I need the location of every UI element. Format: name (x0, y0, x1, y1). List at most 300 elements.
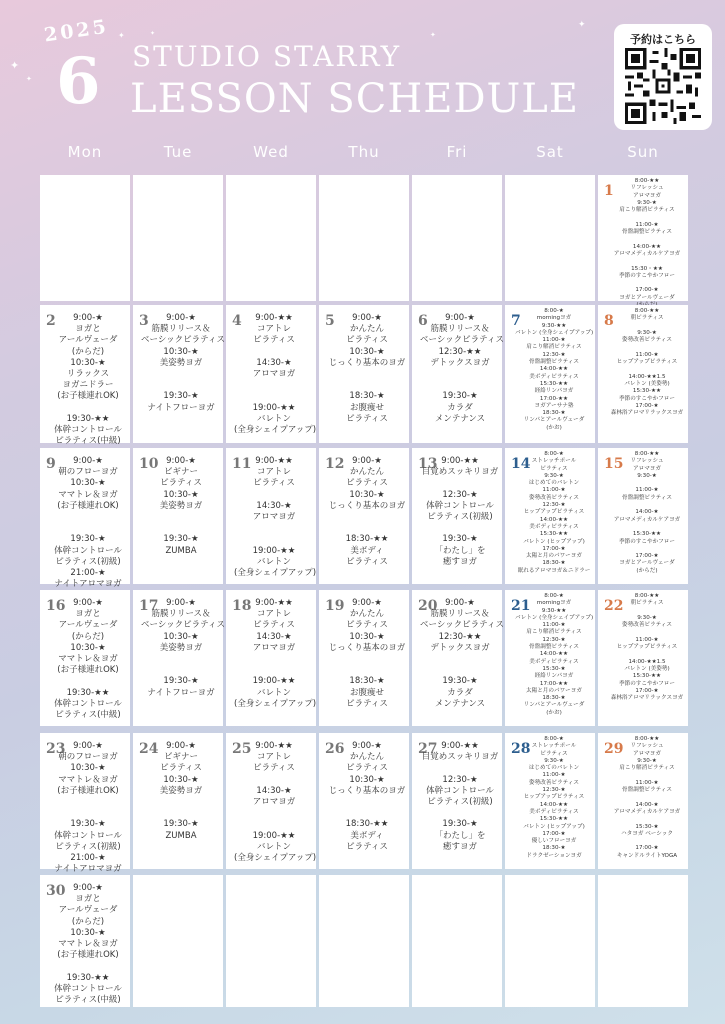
lesson-line: 9:30-★ (637, 472, 657, 479)
schedule-title: LESSON SCHEDULE (130, 76, 580, 122)
lesson-list (608, 736, 686, 860)
lesson-line: ピラティス(中級) (55, 710, 121, 721)
lesson-line: 12:30-★ (542, 787, 566, 794)
day-cell[interactable] (598, 305, 688, 443)
day-cell[interactable] (412, 733, 502, 869)
sparkle-icon: ✦ (578, 20, 586, 30)
lesson-line: 9:00-★★ (441, 741, 479, 751)
lesson-line: ピラティス (540, 465, 568, 472)
lesson-list (608, 593, 686, 702)
lesson-line: 19:30-★ (163, 676, 199, 687)
lesson-list (420, 741, 500, 853)
lesson-line: 9:00-★ (445, 598, 475, 608)
lesson-line: 9:00-★ (166, 313, 196, 323)
lesson-list (234, 741, 317, 864)
lesson-line: アロマヨガ (252, 797, 296, 808)
lesson-line: 14:00-★★1.5 (628, 658, 666, 665)
lesson-line: ストレッチポール (531, 458, 577, 465)
lesson-line: 15:30-★★ (632, 673, 662, 680)
day-cell[interactable] (505, 305, 595, 443)
lesson-line: ピラティス (346, 841, 388, 852)
day-number: 4 (232, 313, 242, 329)
day-cell[interactable] (133, 305, 223, 443)
lesson-list (515, 451, 593, 575)
lesson-line: 15:30-★★ (539, 380, 569, 387)
lesson-line (327, 369, 407, 380)
lesson-line: ピラティス (346, 556, 388, 567)
day-cell[interactable] (226, 733, 316, 869)
lesson-line (608, 344, 686, 351)
lesson-line: 9:30-★ (637, 757, 657, 764)
lesson-line: 季節のすこやかフロー (619, 272, 675, 279)
lesson-line: ピラティス(中級) (55, 995, 121, 1006)
lesson-line (608, 258, 686, 265)
lesson-line: 14:00-★ (635, 509, 659, 516)
day-number: 13 (418, 456, 438, 472)
weekday-3: Wed (253, 143, 289, 161)
lesson-line (141, 665, 221, 676)
lesson-line: 姿勢改善ピラティス (529, 779, 579, 786)
lesson-line: 12:30-★ (442, 774, 478, 785)
lesson-line: 15:30-★★ (539, 531, 569, 538)
lesson-line: 骨盤調整ピラティス (529, 359, 579, 366)
lesson-line: 9:30-★ (637, 614, 657, 621)
lesson-line (234, 775, 314, 786)
lesson-line (234, 534, 314, 545)
lesson-line: 19:30-★ (70, 819, 106, 830)
lesson-line: 12:30-★ (442, 489, 478, 500)
lesson-list (234, 598, 317, 710)
day-cell[interactable] (319, 733, 409, 869)
lesson-line: 美ボディ (350, 545, 384, 556)
lesson-line: 9:30-★★ (541, 607, 567, 614)
lesson-line: 9:00-★ (73, 741, 103, 751)
lesson-list (327, 741, 407, 853)
lesson-line: (お子様連れOK) (57, 500, 119, 511)
lesson-line: じっくり基本のヨガ (328, 642, 406, 653)
lesson-line: 肩こり解消ピラティス (619, 207, 675, 214)
lesson-line: 10:30-★ (70, 642, 106, 653)
lesson-line: 14:30-★ (256, 631, 292, 642)
lesson-line: 眠れるアロマヨガ＆ニドラー (517, 567, 591, 574)
lesson-line: 10:30-★ (70, 927, 106, 938)
lesson-line: 12:30-★ (542, 502, 566, 509)
lesson-line: 9:00-★ (73, 883, 103, 893)
lesson-line: 19:30-★★ (66, 413, 110, 424)
lesson-line: アロマヨガ (633, 192, 661, 199)
lesson-line: コアトレ (256, 609, 291, 620)
lesson-line: 19:30-★ (442, 676, 478, 687)
lesson-line: 森林浴アロマリラックスヨガ (610, 695, 684, 702)
lesson-line: 骨盤調整ピラティス (622, 494, 672, 501)
lesson-line: かんたん (349, 324, 384, 335)
weekday-5: Fri (446, 143, 468, 161)
lesson-line: 美ボディピラティス (529, 808, 579, 815)
lesson-line: 10:30-★ (163, 774, 199, 785)
lesson-line: 朝ピラティス (630, 315, 664, 322)
lesson-line: じっくり基本のヨガ (328, 357, 406, 368)
lesson-line: 9:00-★ (166, 741, 196, 751)
day-cell[interactable] (505, 590, 595, 726)
day-cell[interactable] (505, 448, 595, 584)
lesson-line: 19:30-★ (442, 534, 478, 545)
lesson-line: 8:00-★ (544, 593, 564, 599)
lesson-list (608, 178, 686, 309)
lesson-line: 9:00-★ (73, 598, 103, 608)
qr-reservation-label: 予約はこちら (630, 33, 696, 46)
lesson-line (48, 676, 128, 687)
lesson-list (48, 741, 128, 875)
lesson-line: バレトン (全身シェイプアップ) (515, 329, 594, 336)
lesson-line: (からだ) (71, 631, 105, 642)
lesson-line: 9:00-★ (445, 313, 475, 323)
lesson-line: 18:30-★★ (345, 534, 389, 545)
lesson-line: かんたん (349, 467, 384, 478)
lesson-line: カラダ (447, 402, 473, 413)
lesson-line: 経絡リンパヨガ (534, 388, 574, 395)
lesson-line: 美ボディピラティス (529, 373, 579, 380)
day-cell[interactable] (226, 305, 316, 443)
lesson-line: 優しいフローヨガ (531, 838, 577, 845)
empty-day-cell (40, 175, 130, 301)
lesson-line: リラックス (66, 369, 110, 380)
lesson-line: 9:30-★★ (541, 322, 567, 329)
lesson-line (608, 323, 686, 330)
lesson-line: (かお) (546, 709, 562, 716)
lesson-line: 体幹コントロール (54, 545, 122, 556)
weekday-1: Mon (67, 143, 103, 161)
lesson-line: ピラティス (346, 698, 388, 709)
day-number: 5 (325, 313, 335, 329)
lesson-line: 美ボディ (350, 830, 384, 841)
empty-day-cell (226, 175, 316, 301)
lesson-line: (かお) (546, 424, 562, 431)
lesson-line: 11:00-★ (542, 487, 566, 494)
weekday-4: Thu (348, 143, 380, 161)
lesson-line: アールヴェーダ (58, 620, 118, 631)
lesson-line: ピラティス(初級) (55, 556, 121, 567)
lesson-line: 美姿勢ヨガ (159, 642, 203, 653)
lesson-line: (からだ) (71, 916, 105, 927)
lesson-line: バレトン (256, 687, 291, 698)
day-number: 2 (46, 313, 56, 329)
lesson-line: 8:00-★ (544, 451, 564, 457)
empty-day-cell (133, 875, 223, 1007)
lesson-line: 森林浴アロマリラックスヨガ (610, 410, 684, 417)
lesson-line: 9:00-★ (73, 456, 103, 466)
lesson-line: ハタヨガ ベーシック (621, 830, 673, 837)
lesson-line: カラダ (447, 687, 473, 698)
lesson-line: ビギナー (163, 752, 198, 763)
lesson-line: 19:30-★ (442, 819, 478, 830)
qr-code-card[interactable] (614, 24, 712, 130)
lesson-line (141, 523, 221, 534)
lesson-line: 15:30-★ (635, 823, 659, 830)
lesson-line: 筋膜リリース＆ (151, 609, 211, 620)
day-cell[interactable] (598, 733, 688, 869)
lesson-line: ベーシックピラティス (420, 620, 504, 631)
lesson-line: リフレッシュ (630, 185, 664, 192)
lesson-line: 15:30-★★ (632, 388, 662, 395)
lesson-line (420, 380, 500, 391)
lesson-line: 19:00-★★ (252, 830, 296, 841)
studio-name: STUDIO STARRY (132, 40, 402, 73)
day-cell[interactable] (40, 305, 130, 447)
lesson-line: 19:30-★★ (66, 972, 110, 983)
lesson-line (608, 214, 686, 221)
lesson-line: リンパとアールヴェーダ (523, 417, 585, 424)
lesson-line: 18:30-★ (542, 560, 566, 567)
lesson-line (420, 369, 500, 380)
lesson-line (420, 654, 500, 665)
lesson-line: 19:30-★ (163, 819, 199, 830)
lesson-line: 21:00-★ (70, 853, 106, 864)
lesson-line (608, 608, 686, 615)
lesson-line: 9:00-★★ (255, 598, 293, 608)
lesson-line: 9:00-★ (166, 456, 196, 466)
lesson-line: ヒップアップピラティス (523, 509, 585, 516)
lesson-line: 肩こり解消ピラティス (619, 765, 675, 772)
lesson-line: 14:00-★ (635, 801, 659, 808)
lesson-line: 10:30-★ (163, 631, 199, 642)
day-cell[interactable] (412, 448, 502, 584)
day-number: 21 (511, 598, 531, 614)
day-cell[interactable] (133, 733, 223, 869)
lesson-line: 11:00-★ (635, 636, 659, 643)
lesson-line: ママトレ＆ヨガ (58, 774, 118, 785)
lesson-line: 季節のすこやかフロー (619, 395, 675, 402)
lesson-line: 9:00-★ (352, 456, 382, 466)
lesson-line: ベーシックピラティス (141, 620, 225, 631)
lesson-line (327, 380, 407, 391)
lesson-list (608, 451, 686, 575)
lesson-line: 19:00-★★ (252, 676, 296, 687)
lesson-line (608, 651, 686, 658)
day-cell[interactable] (133, 448, 223, 584)
lesson-line: 19:30-★★ (66, 687, 110, 698)
lesson-line: ヨガアーサナ塾 (534, 402, 574, 409)
lesson-line: キャンドルライトYOGA (616, 852, 678, 859)
lesson-line: 肩こり解消ピラティス (526, 629, 582, 636)
day-cell[interactable] (40, 875, 130, 1007)
lesson-line: 骨盤調整ピラティス (529, 644, 579, 651)
lesson-line: コアトレ (256, 467, 291, 478)
lesson-line: アロマヨガ (633, 465, 661, 472)
day-cell[interactable] (319, 448, 409, 584)
lesson-line (48, 512, 128, 523)
lesson-line (234, 391, 314, 402)
qr-code-icon[interactable] (625, 48, 701, 124)
lesson-line: 目覚めスッキリヨガ (421, 752, 499, 763)
lesson-line: ドラクゼーションヨガ (526, 852, 582, 859)
lesson-line: 姿勢改善ピラティス (622, 337, 672, 344)
lesson-line: 15:30-★ (542, 665, 566, 672)
lesson-line: ピラティス(初級) (55, 841, 121, 852)
month-number: 6 (56, 44, 101, 119)
lesson-line: 17:00-★ (635, 687, 659, 694)
day-number: 16 (46, 598, 66, 614)
day-cell[interactable] (319, 305, 409, 443)
lesson-list (141, 456, 221, 557)
lesson-line (48, 403, 128, 414)
lesson-list (234, 456, 317, 579)
lesson-line: アールヴェーダ (58, 905, 118, 916)
day-cell[interactable] (40, 590, 130, 726)
lesson-line: 10:30-★ (163, 346, 199, 357)
lesson-line (608, 629, 686, 636)
lesson-line: コアトレ (256, 752, 291, 763)
lesson-line: お腹痩せ (349, 402, 384, 413)
empty-day-cell (226, 875, 316, 1007)
sparkle-icon: ✦ (118, 31, 125, 40)
lesson-line: 11:00-★ (635, 779, 659, 786)
lesson-line (234, 490, 314, 501)
lesson-line: 「わたし」を (434, 830, 486, 841)
lesson-line: 骨盤調整ピラティス (622, 787, 672, 794)
lesson-list (327, 313, 407, 425)
lesson-line: 11:00-★ (542, 337, 566, 344)
day-cell[interactable] (319, 590, 409, 726)
lesson-line: ピラティス (253, 620, 295, 631)
lesson-line: (からだ) (71, 346, 105, 357)
lesson-line: 19:30-★ (442, 391, 478, 402)
day-cell[interactable] (412, 590, 502, 726)
year-label: 2025 (42, 15, 111, 47)
lesson-line: 9:00-★★ (255, 456, 293, 466)
day-cell[interactable] (40, 733, 130, 875)
lesson-line: 太陽と月のパワーヨガ (526, 553, 582, 560)
lesson-line: 9:30-★ (544, 757, 564, 764)
lesson-line: 11:00-★ (635, 487, 659, 494)
lesson-line: 18:30-★★ (345, 819, 389, 830)
lesson-line: ピラティス(初級) (427, 512, 493, 523)
empty-day-cell (598, 875, 688, 1007)
lesson-list (141, 598, 225, 699)
lesson-line: お腹痩せ (349, 687, 384, 698)
lesson-line: 18:30-★ (542, 845, 566, 852)
lesson-line: ナイトフローヨガ (147, 687, 215, 698)
lesson-list (141, 741, 221, 842)
day-cell[interactable] (226, 590, 316, 726)
day-number: 23 (46, 741, 66, 757)
empty-day-cell (133, 175, 223, 301)
lesson-line: 14:00-★★ (632, 243, 662, 250)
day-cell[interactable] (133, 590, 223, 726)
lesson-line: ピラティス (346, 335, 388, 346)
lesson-line: 筋膜リリース＆ (430, 324, 490, 335)
day-cell[interactable] (226, 448, 316, 584)
lesson-list (48, 883, 128, 1006)
day-cell[interactable] (598, 175, 688, 301)
lesson-line: 朝のフローヨガ (58, 467, 118, 478)
lesson-line: (お子様連れOK) (57, 785, 119, 796)
lesson-line (327, 654, 407, 665)
lesson-line: バレトン (256, 841, 291, 852)
lesson-line (234, 819, 314, 830)
lesson-line: メンテナンス (434, 413, 486, 424)
lesson-line (420, 523, 500, 534)
lesson-line: 朝ピラティス (630, 600, 664, 607)
lesson-line: 17:00-★★ (539, 680, 569, 687)
lesson-line: 癒すヨガ (442, 841, 477, 852)
lesson-line: 姿勢改善ピラティス (529, 494, 579, 501)
lesson-line: 美姿勢ヨガ (159, 500, 203, 511)
lesson-line: アロマメディカルケアヨガ (613, 250, 681, 257)
day-cell[interactable] (598, 448, 688, 584)
lesson-line: ナイトアロマヨガ (54, 579, 122, 590)
lesson-line: 10:30-★ (349, 631, 385, 642)
lesson-line: 17:00-★ (542, 830, 566, 837)
day-cell[interactable] (598, 590, 688, 726)
lesson-line (48, 808, 128, 819)
day-cell[interactable] (505, 733, 595, 869)
day-cell[interactable] (412, 305, 502, 443)
day-number: 28 (511, 741, 531, 757)
lesson-line: 体幹コントロール (426, 500, 494, 511)
lesson-line: 美ボディピラティス (529, 523, 579, 530)
lesson-line: (全身シェイプアップ) (234, 853, 317, 864)
lesson-line: ピラティス (253, 335, 295, 346)
lesson-line (327, 523, 407, 534)
lesson-line: ピラティス (540, 750, 568, 757)
lesson-line: 筋膜リリース＆ (151, 324, 211, 335)
day-number: 19 (325, 598, 345, 614)
lesson-line: 9:00-★ (73, 313, 103, 323)
lesson-line: ピラティス (253, 478, 295, 489)
lesson-line: ヒップアップピラティス (523, 794, 585, 801)
empty-day-cell (412, 875, 502, 1007)
lesson-line: 10:30-★ (163, 489, 199, 500)
lesson-line (234, 808, 314, 819)
lesson-list (48, 313, 128, 447)
lesson-line (141, 797, 221, 808)
lesson-line: メンテナンス (434, 698, 486, 709)
lesson-line: 19:30-★ (163, 534, 199, 545)
lesson-line: 12:30-★ (542, 636, 566, 643)
lesson-line: 8:00-★★ (634, 736, 660, 742)
lesson-line: ピラティス(初級) (427, 797, 493, 808)
lesson-line: 9:00-★ (352, 598, 382, 608)
empty-day-cell (412, 175, 502, 301)
day-cell[interactable] (40, 448, 130, 590)
lesson-line: ヨガと (75, 894, 101, 905)
lesson-line: 目覚めスッキリヨガ (421, 467, 499, 478)
lesson-line: (お子様連れOK) (57, 391, 119, 402)
lesson-line: ビギナー (163, 467, 198, 478)
lesson-line: 18:30-★ (542, 410, 566, 417)
lesson-list (608, 308, 686, 417)
lesson-line (327, 665, 407, 676)
lesson-line: 体幹コントロール (54, 830, 122, 841)
lesson-line: 10:30-★ (349, 489, 385, 500)
lesson-line: (全身シェイプアップ) (234, 425, 317, 436)
lesson-line: (お子様連れOK) (57, 950, 119, 961)
lesson-list (420, 456, 500, 568)
lesson-line: 10:30-★ (70, 357, 106, 368)
empty-day-cell (505, 175, 595, 301)
lesson-line: 体幹コントロール (54, 698, 122, 709)
lesson-line: ストレッチポール (531, 743, 577, 750)
lesson-line: 12:30-★★ (438, 631, 482, 642)
lesson-line (420, 665, 500, 676)
lesson-line (420, 763, 500, 774)
lesson-line: morningヨガ (536, 315, 572, 322)
lesson-line: ナイトフローヨガ (147, 402, 215, 413)
lesson-list (327, 598, 407, 710)
lesson-line (48, 523, 128, 534)
lesson-line: 14:00-★★ (539, 516, 569, 523)
lesson-line: アロマヨガ (252, 512, 296, 523)
